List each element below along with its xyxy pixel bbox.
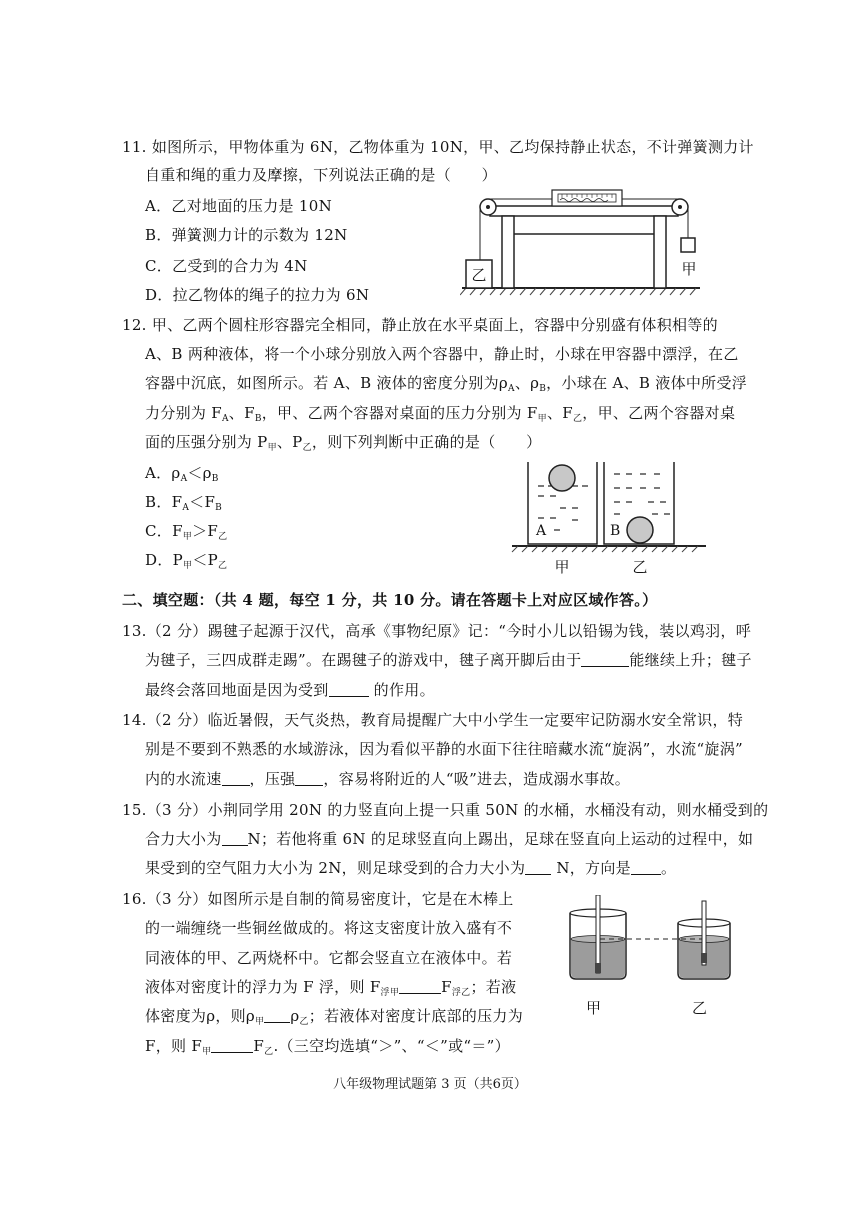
q11-option-c: C．乙受到的合力为 4N (145, 257, 308, 275)
q16-line2: 的一端缠绕一些铜丝做成的。将这支密度计放入盛有不 (145, 919, 513, 937)
q13-blank-2 (329, 682, 369, 697)
q12-fig-liquid-b: B (610, 523, 621, 539)
q16-blank-3 (211, 1038, 253, 1053)
q16-blank-2 (264, 1008, 290, 1023)
q14-line3: 内的水流速 ，压强 ，容易将附近的人“吸”进去，造成溺水事故。 (145, 770, 631, 788)
q12-fig-liquid-a: A (536, 523, 547, 539)
q16-line3: 同液体的甲、乙两烧杯中。它都会竖直立在液体中。若 (145, 949, 513, 967)
q12-option-c: C．$F_甲>F_乙$ (145, 522, 228, 542)
q12-fig-label-yi: 乙 (632, 558, 648, 576)
q11-stem-line2: 自重和绳的重力及摩擦，下列说法正确的是（ ） (145, 166, 497, 184)
q16-line5: 体密度为ρ，则$\rho_甲$ $\rho_乙$；若液体对密度计底部的压力为 (145, 1007, 523, 1027)
q14-line1: 14.（2 分）临近暑假，天气炎热，教育局提醒广大中小学生一定要牢记防溺水安全常识，特 (122, 711, 744, 729)
q12-option-d: D．$P_甲<P_乙$ (145, 551, 228, 571)
q12-stem-line3: 容器中沉底，如图所示。若 A、B 液体的密度分别为$\rho_A$、$\rho_B$，小球在 A、B 液体中所受浮 (145, 374, 748, 394)
q12-stem-line2: A、B 两种液体，将一个小球分别放入两个容器中，静止时，小球在甲容器中漂浮，在乙 (145, 345, 739, 363)
q16-blank-1 (399, 979, 441, 994)
q14-blank-1 (222, 771, 250, 786)
q13-line3: 最终会落回地面是因为受到 的作用。 (145, 681, 435, 699)
q15-line3: 果受到的空气阻力大小为 2N，则足球受到的合力大小为 N，方向是 。 (145, 859, 677, 877)
q11-figure-table-spring-scale (460, 182, 705, 297)
q14-line2: 别是不要到不熟悉的水域游泳，因为看似平静的水面下往往暗藏水流“旋涡”，水流“旋涡” (145, 740, 743, 758)
q12-option-a: A．$\rho_A<\rho_B$ (145, 464, 219, 484)
section-2-header: 二、填空题：（共 4 题，每空 1 分，共 10 分。请在答题卡上对应区域作答。） (122, 591, 658, 609)
q15-line2: 合力大小为 N；若他将重 6N 的足球竖直向上踢出，足球在竖直向上运动的过程中，如 (145, 830, 754, 848)
q11-option-d: D．拉乙物体的绳子的拉力为 6N (145, 286, 370, 304)
q16-figure-hydrometer-beakers (560, 895, 740, 995)
page-footer: 八年级物理试题第 3 页（共6页） (333, 1077, 527, 1092)
q15-blank-3 (631, 860, 661, 875)
q13-blank-1 (581, 652, 629, 667)
q16-fig-label-yi: 乙 (692, 999, 708, 1017)
q16-fig-label-jia: 甲 (586, 999, 602, 1017)
q11-fig-label-jia: 甲 (681, 260, 697, 278)
q12-stem-line4: 力分别为 $F_A$、$F_B$，甲、乙两个容器对桌面的压力分别为 $F_甲$、$F_乙$，甲、乙两个容器对桌 (145, 404, 736, 424)
q15-blank-2 (525, 860, 551, 875)
q16-line4: 液体对密度计的浮力为 F 浮，则 $F_{浮甲}$ $F_{浮乙}$；若液 (145, 978, 517, 998)
q15-blank-1 (222, 831, 248, 846)
q16-line1: 16.（3 分）如图所示是自制的简易密度计，它是在木棒上 (122, 890, 514, 908)
q11-stem-line1: 11. 如图所示，甲物体重为 6N，乙物体重为 10N，甲、乙均保持静止状态，不计弹簧测力计 (122, 138, 754, 156)
q13-line2: 为毽子，三四成群走踢”。在踢毽子的游戏中，毽子离开脚后由于 能继续上升；毽子 (145, 651, 752, 669)
q11-option-b: B．弹簧测力计的示数为 12N (145, 226, 348, 244)
q12-figure-two-containers (510, 458, 710, 578)
q15-line1: 15.（3 分）小荆同学用 20N 的力竖直向上提一只重 50N 的水桶，水桶没有动，则水桶受到的 (122, 801, 769, 819)
q12-stem-line1: 12. 甲、乙两个圆柱形容器完全相同，静止放在水平桌面上，容器中分别盛有体积相等的 (122, 316, 718, 334)
q11-option-a: A．乙对地面的压力是 10N (145, 197, 333, 215)
q12-stem-line5: 面的压强分别为 $P_甲$、$P_乙$，则下列判断中正确的是（ ） (145, 433, 542, 453)
q16-line6: F，则 $F_甲$ $F_乙$.（三空均选填“＞”、“＜”或“＝”） (145, 1037, 510, 1057)
q14-blank-2 (295, 771, 323, 786)
q12-fig-label-jia: 甲 (554, 558, 570, 576)
q11-fig-label-yi: 乙 (471, 266, 487, 284)
q12-option-b: B．$F_A<F_B$ (145, 493, 223, 513)
q13-line1: 13.（2 分）踢毽子起源于汉代，高承《事物纪原》记：“今时小儿以铅锡为钱，装以鸡羽，呼 (122, 622, 752, 640)
